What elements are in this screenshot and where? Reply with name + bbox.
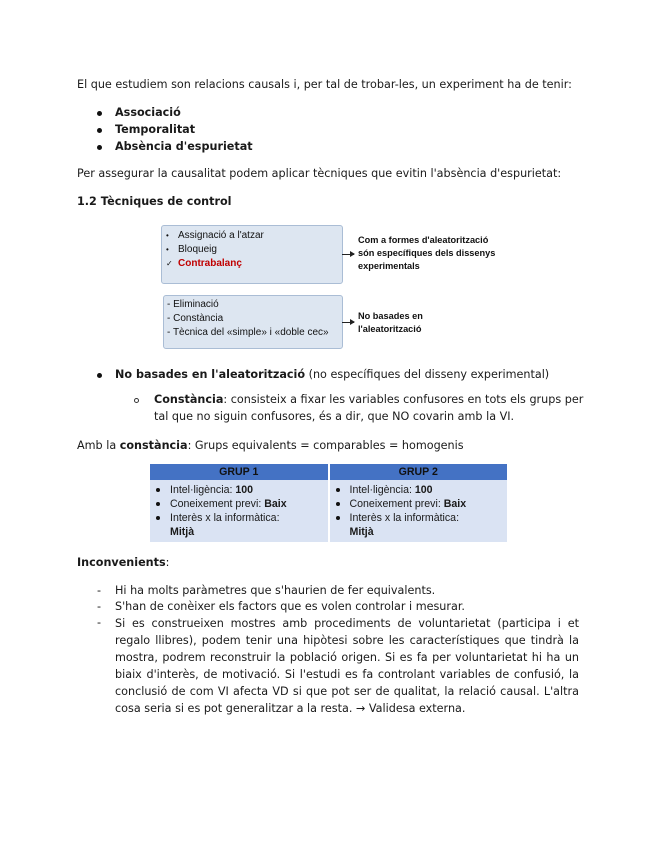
box-item [167, 326, 329, 340]
table-list-item: Coneixement previ: Baix [350, 497, 504, 511]
no-basades-item: No basades en l'aleatorització (no específiques del disseny experimental) [115, 368, 550, 381]
table-header: GRUP 1 [150, 464, 328, 480]
bullet-icon [97, 145, 102, 150]
box-item-label: Assignació a l'atzar [178, 230, 264, 241]
randomization-note: Com a formes d'aleatorització són específiques dels dissenys experimentals [358, 235, 496, 271]
groups-table [148, 464, 509, 542]
requirement-item: Absència d'espurietat [115, 140, 253, 153]
constancia-statement: Amb la constància: Grups equivalents = comparables = homogenis [77, 439, 464, 452]
requirement-item: Temporalitat [115, 123, 196, 136]
inconvenient-item: Hi ha molts paràmetres que s'haurien de fer equivalents. [115, 584, 436, 597]
bullet-icon [97, 111, 102, 116]
box-item [166, 243, 217, 257]
assure-paragraph: Per assegurar la causalitat podem aplicar tècniques que evitin l'absència d'espurietat: [77, 167, 562, 180]
dash-icon: - [97, 600, 102, 613]
inconvenient-item: Si es construeixen mostres amb procediments de voluntarietat (participa i et regalo llibres), podem tenir una hipòtesi sobre les característiques que tindrà la mostra, podrem reconstruir la població origen. Si es fa per voluntarietat hi ha un biaix d'interès, de motivació. Si l'estudi es fa controlant variables de confusió, la conclusió de com VI afecta VD si que pot ser de qualitat, la relació causal. L'altra cosa seria si es pot generalitzar a la resta. → Validesa externa. [115, 617, 579, 715]
box-item-label-highlight: Contrabalanç [178, 258, 242, 269]
group-cell [150, 480, 328, 542]
inconvenient-item: S'han de conèixer els factors que es volen controlar i mesurar. [115, 600, 465, 613]
bullet-icon [97, 373, 102, 378]
dash-icon: - [167, 299, 171, 310]
intro-paragraph: El que estudiem son relacions causals i, per tal de trobar-les, un experiment ha de tenir: [77, 78, 572, 91]
box-item [167, 312, 223, 326]
box-item-label: Tècnica del «simple» i «doble cec» [172, 327, 329, 338]
table-header: GRUP 2 [330, 464, 508, 480]
non-randomization-techniques-box [163, 295, 343, 349]
table-list-item: Intel·ligència: 100 [350, 483, 504, 497]
table-list-item: Interès x la informàtica: Mitjà [350, 511, 504, 539]
bullet-icon: • [166, 245, 169, 254]
box-item [167, 298, 219, 312]
circle-bullet-icon [134, 398, 139, 403]
constancia-definition-line2: tal que no siguin confusores, és a dir, que NO covarin amb la VI. [154, 410, 515, 423]
arrow-icon [342, 322, 354, 323]
box-item-label: Eliminació [173, 299, 219, 310]
box-item [166, 229, 264, 243]
non-randomization-note: No basades en l'aleatorització [358, 311, 423, 334]
table-list-item: Interès x la informàtica: Mitjà [170, 511, 324, 539]
box-item-label: Bloqueig [178, 244, 217, 255]
group-cell [330, 480, 508, 542]
dash-icon: - [97, 616, 102, 629]
requirement-item: Associació [115, 106, 181, 119]
table-list-item: Coneixement previ: Baix [170, 497, 324, 511]
dash-icon: - [97, 584, 102, 597]
constancia-definition: Constància: consisteix a fixar les variables confusores en tots els grups per [154, 393, 584, 406]
table-list-item: Intel·ligència: 100 [170, 483, 324, 497]
bullet-icon [97, 128, 102, 133]
dash-icon: - [167, 313, 171, 324]
bullet-icon: • [166, 231, 169, 240]
box-item [166, 257, 242, 271]
randomization-techniques-box [161, 225, 343, 284]
inconvenients-title: Inconvenients: [77, 556, 170, 569]
dash-icon: - [167, 327, 171, 338]
box-item-label: Constància [173, 313, 224, 324]
check-icon: ✓ [166, 259, 173, 268]
arrow-icon [342, 254, 354, 255]
section-title: 1.2 Tècniques de control [77, 195, 232, 208]
